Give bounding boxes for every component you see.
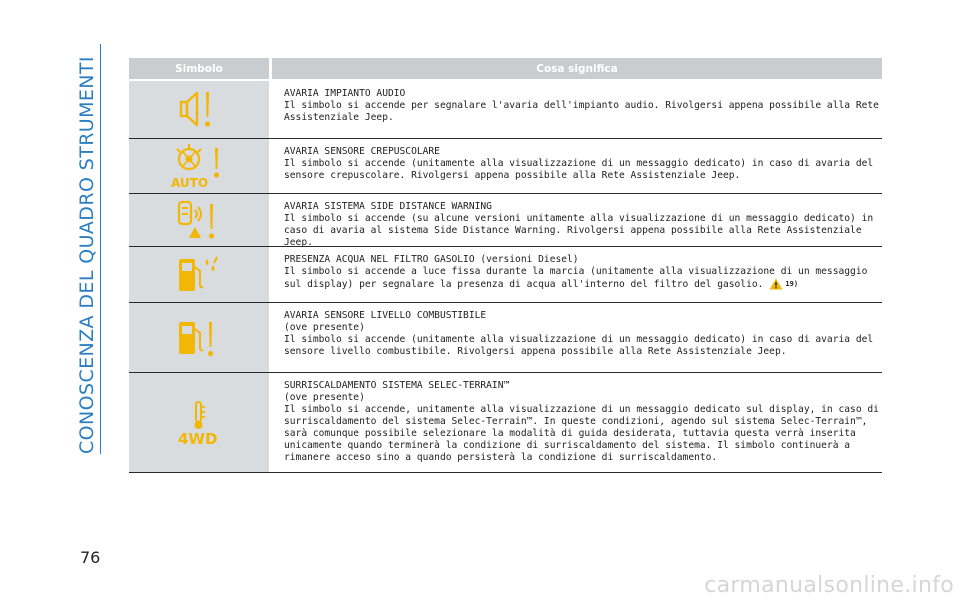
section-title-vertical: CONOSCENZA DEL QUADRO STRUMENTI [76, 44, 101, 454]
warning-lights-table [129, 58, 882, 473]
table-row [129, 247, 882, 303]
row-body: Il simbolo si accende (unitamente alla visualizzazione di un messaggio dedicato) in caso di avaria del sensore crepuscolare. Rivolgersi appena possibile alla Rete Assistenziale Jeep. [284, 158, 874, 181]
row-body: Il simbolo si accende (su alcune versioni unitamente alla visualizzazione di un messaggio dedicato) in caso di avaria al sistema Side Distance Warning. Rivolgersi appena possibile alla Rete Assistenziale Jeep. [284, 213, 874, 248]
table-header [129, 58, 882, 79]
table-row [129, 81, 882, 139]
water-in-diesel-icon [169, 253, 229, 297]
table-row [129, 303, 882, 373]
symbol-cell [129, 194, 269, 246]
symbol-cell [129, 139, 269, 193]
table-row [129, 194, 882, 247]
4wd-icon-label: 4WD [178, 429, 218, 448]
row-body: Il simbolo si accende per segnalare l'avaria dell'impianto audio. Rivolgersi appena possibile alla Rete Assistenziale Jeep. [284, 100, 879, 123]
row-title: PRESENZA ACQUA NEL FILTRO GASOLIO (versioni Diesel) [284, 254, 579, 265]
row-subtitle: (ove presente) [284, 392, 365, 403]
meaning-cell [272, 81, 882, 138]
auto-icon-label: AUTO [171, 176, 209, 190]
watermark: carmanualsonline.info [704, 573, 954, 598]
symbol-cell [129, 373, 269, 472]
symbol-cell [129, 303, 269, 372]
audio-warning-icon [169, 87, 229, 133]
twilight-sensor-warning-icon [167, 142, 231, 190]
meaning-cell [272, 247, 882, 302]
selec-terrain-overheat-icon [169, 398, 229, 448]
row-body: Il simbolo si accende (unitamente alla visualizzazione di un messaggio dedicato) in caso di avaria del sensore livello combustibile. Rivolgersi appena possibile alla Rete Assistenziale Jeep. [284, 334, 874, 357]
meaning-cell [272, 373, 882, 472]
symbol-cell [129, 247, 269, 302]
page-number: 76 [80, 548, 101, 567]
row-subtitle: (ove presente) [284, 322, 365, 333]
fuel-level-sensor-warning-icon [169, 315, 229, 361]
meaning-cell [272, 139, 882, 193]
caution-triangle-icon [769, 278, 783, 290]
footnote-ref: 19) [785, 280, 799, 288]
table-row [129, 139, 882, 194]
row-title: AVARIA SENSORE CREPUSCOLARE [284, 146, 440, 157]
row-body: Il simbolo si accende a luce fissa durante la marcia (unitamente alla visualizzazione di un messaggio sul display) per segnalare la presenza di acqua all'interno del filtro del gasolio. 19) [284, 266, 868, 290]
header-symbol: Simbolo [129, 58, 269, 79]
table-row [129, 373, 882, 473]
meaning-cell [272, 194, 882, 246]
row-title: SURRISCALDAMENTO SISTEMA SELEC-TERRAIN™ [284, 380, 510, 391]
row-title: AVARIA SISTEMA SIDE DISTANCE WARNING [284, 201, 492, 212]
row-body: Il simbolo si accende, unitamente alla visualizzazione di un messaggio dedicato sul display, in caso di surriscaldamento del sistema Selec-Terrain™. In queste condizioni, agendo sul sistema Selec-Terrain™, sarà comunque possibile selezionare la modalità di guida desiderata, tuttavia questa verrà inserita unicamente quando terminerà la condizione di surriscaldamento del sistema. Il simbolo continuerà a rimanere acceso sino a quando persisterà la condizione di surriscaldamento. [284, 404, 879, 463]
row-title: AVARIA SENSORE LIVELLO COMBUSTIBILE [284, 310, 487, 321]
header-meaning: Cosa significa [272, 58, 882, 79]
side-distance-warning-icon [169, 198, 229, 242]
row-title: AVARIA IMPIANTO AUDIO [284, 88, 406, 99]
symbol-cell [129, 81, 269, 138]
meaning-cell [272, 303, 882, 372]
